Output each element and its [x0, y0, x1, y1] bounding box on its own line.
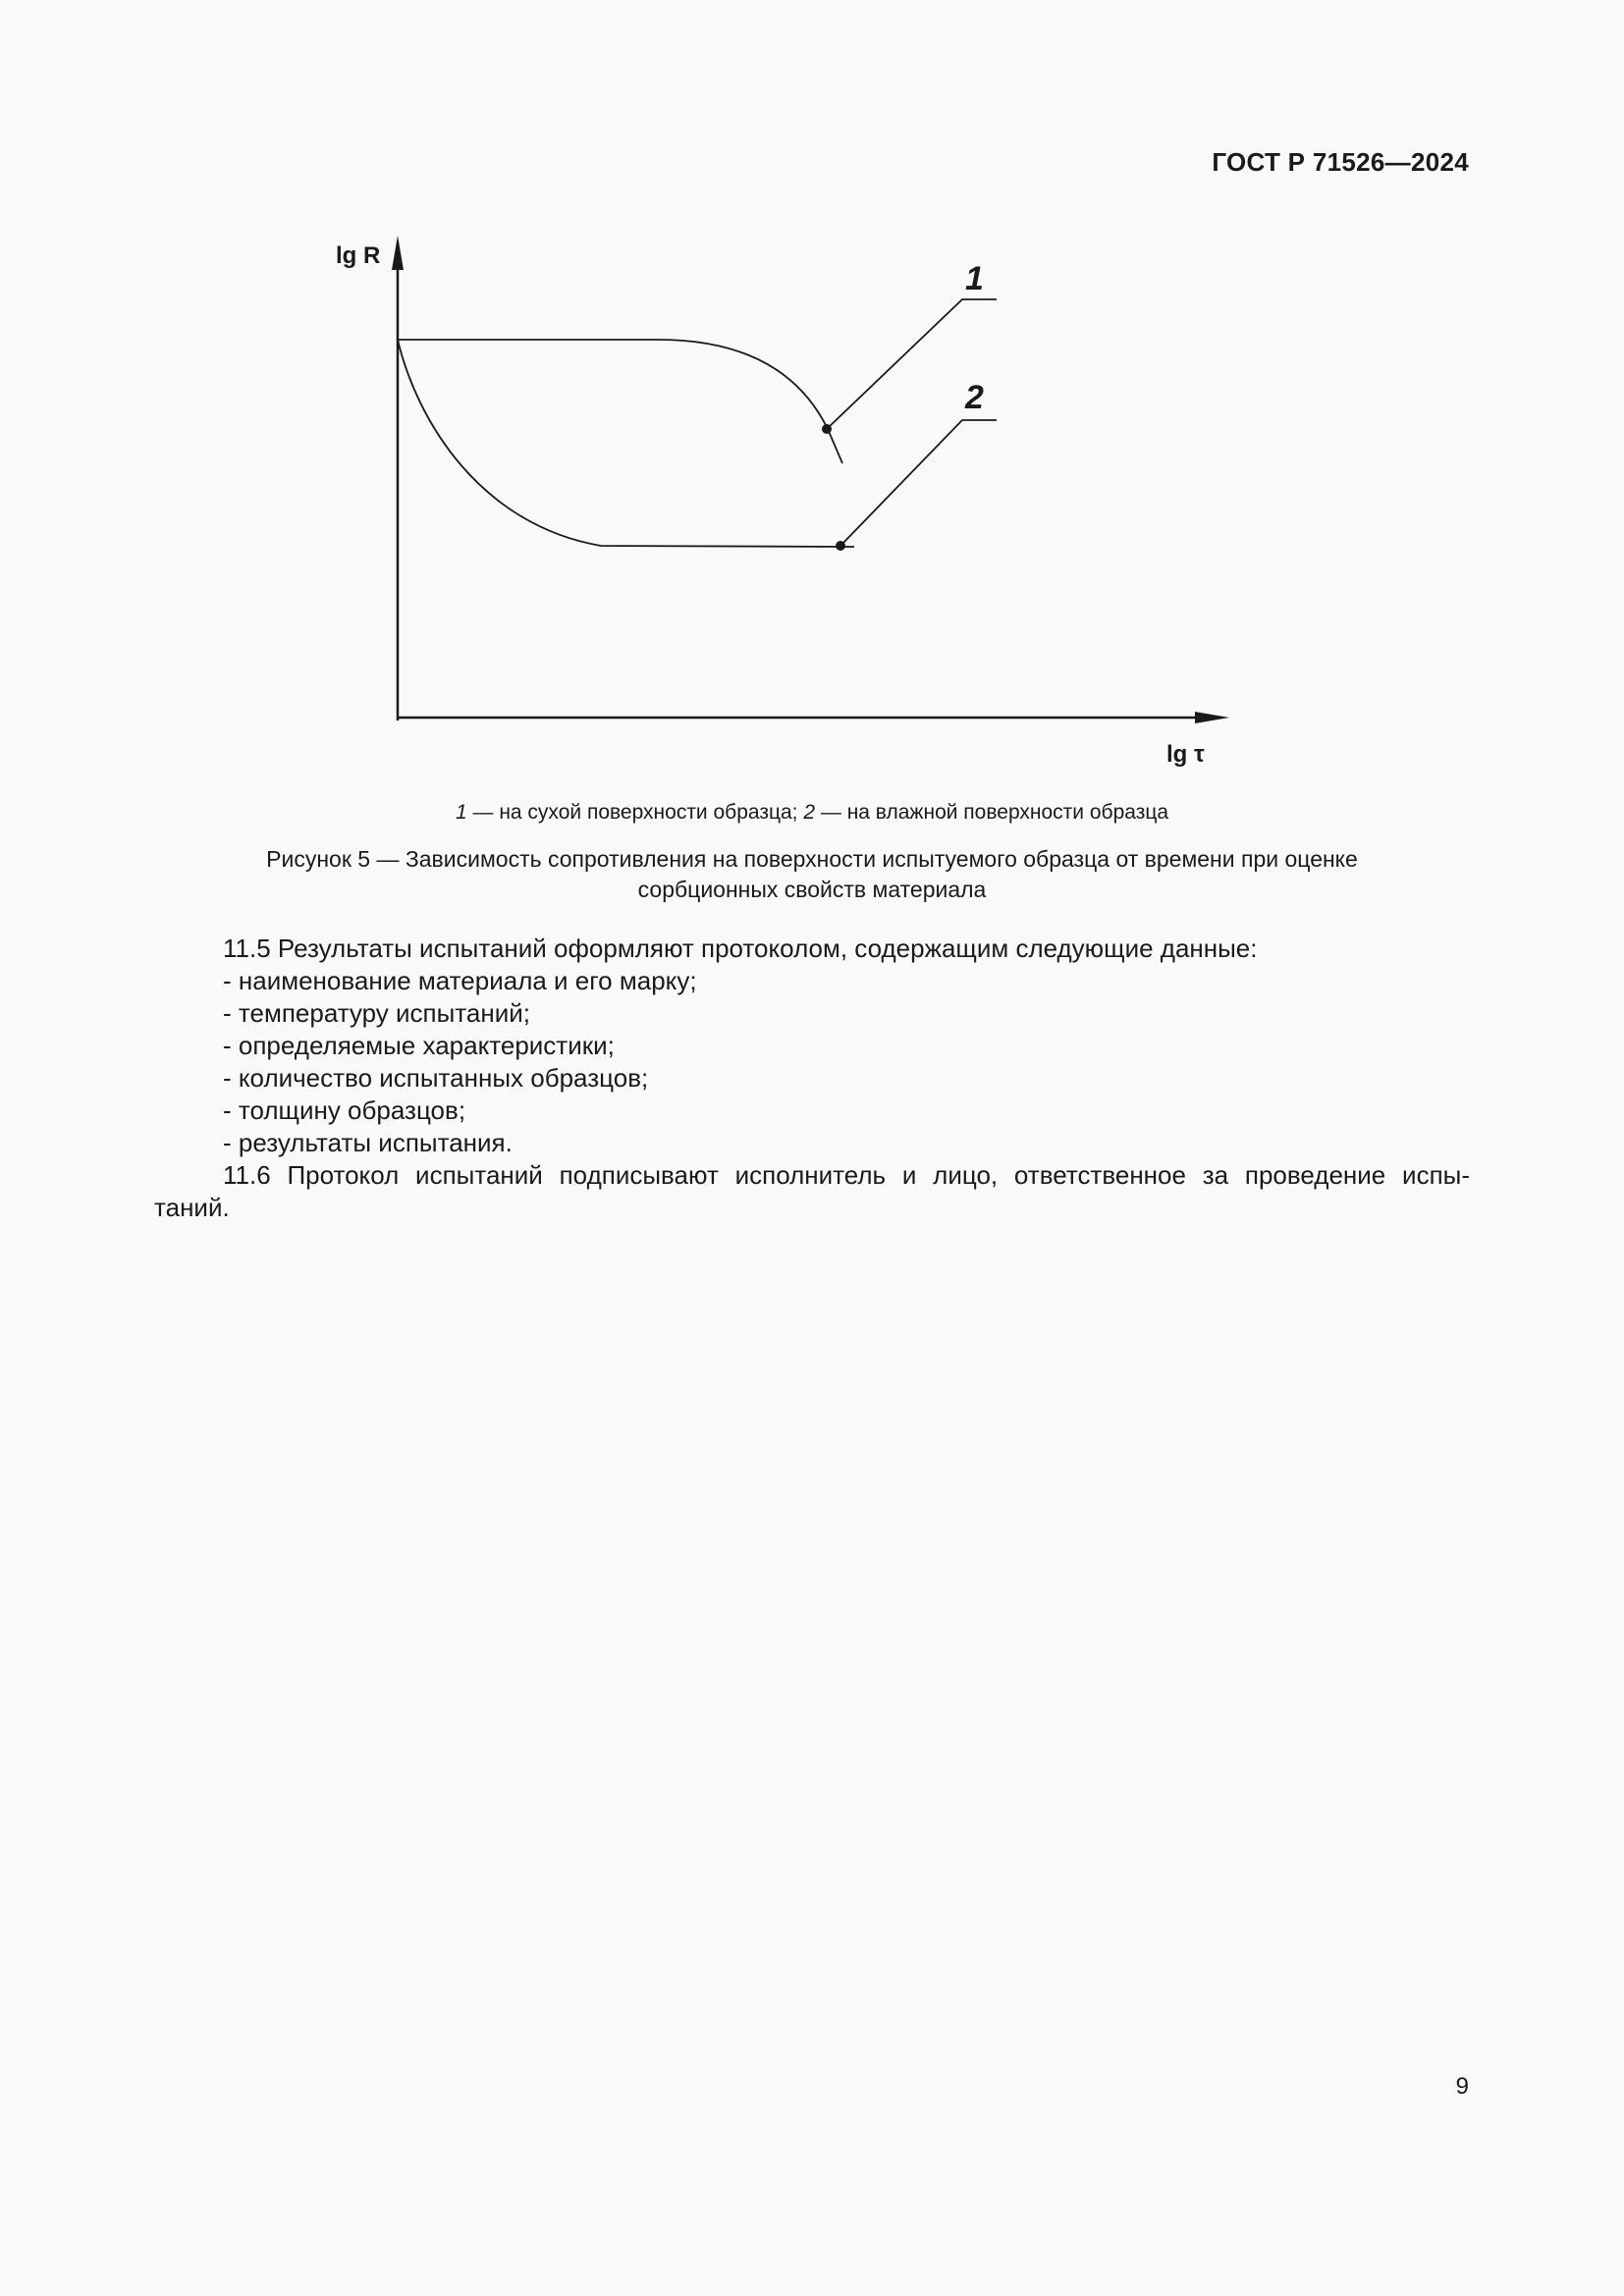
- list-item: - количество испытанных образцов;: [223, 1063, 649, 1093]
- legend-item-2-text: — на влажной поверхности образца: [815, 801, 1169, 824]
- paragraph-11-6-line-1: 11.6 Протокол испытаний подписывают исполнитель и лицо, ответственное за проведение испы-: [223, 1160, 1470, 1190]
- standard-number: ГОСТ Р 71526—2024: [1212, 147, 1469, 177]
- body-text: [154, 933, 1470, 1224]
- x-axis-arrow: [1195, 712, 1229, 723]
- y-axis-label: lg R: [336, 242, 381, 269]
- legend-item-1-number: 1: [455, 801, 467, 824]
- x-axis-label: lg τ: [1166, 741, 1205, 768]
- curve-1: [398, 340, 842, 463]
- curve-1-label: 1: [965, 260, 984, 297]
- list-item: - результаты испытания.: [223, 1128, 513, 1157]
- paragraph-11-6-line-2: таний.: [154, 1193, 230, 1222]
- legend-item-2-number: 2: [803, 801, 816, 824]
- curve-2: [398, 340, 854, 547]
- paragraph-11-5: 11.5 Результаты испытаний оформляют протоколом, содержащим следующие данные:: [223, 934, 1258, 963]
- curve-2-leader: [840, 420, 997, 546]
- curve-2-label: 2: [965, 379, 984, 416]
- list-item: - наименование материала и его марку;: [223, 966, 697, 995]
- list-item: - температуру испытаний;: [223, 998, 531, 1028]
- figure-caption: [196, 844, 1428, 905]
- list-item: - определяемые характеристики;: [223, 1031, 615, 1060]
- caption-line-1: Рисунок 5 — Зависимость сопротивления на поверхности испытуемого образца от времени при оценке: [266, 846, 1358, 872]
- list-item: - толщину образцов;: [223, 1095, 466, 1125]
- page-number: 9: [1455, 2073, 1469, 2100]
- y-axis-arrow: [392, 236, 404, 270]
- caption-line-2: сорбционных свойств материала: [637, 877, 987, 902]
- figure-legend: [0, 801, 1624, 825]
- legend-item-1-text: — на сухой поверхности образца;: [466, 801, 804, 824]
- figure-diagram: [0, 0, 1624, 785]
